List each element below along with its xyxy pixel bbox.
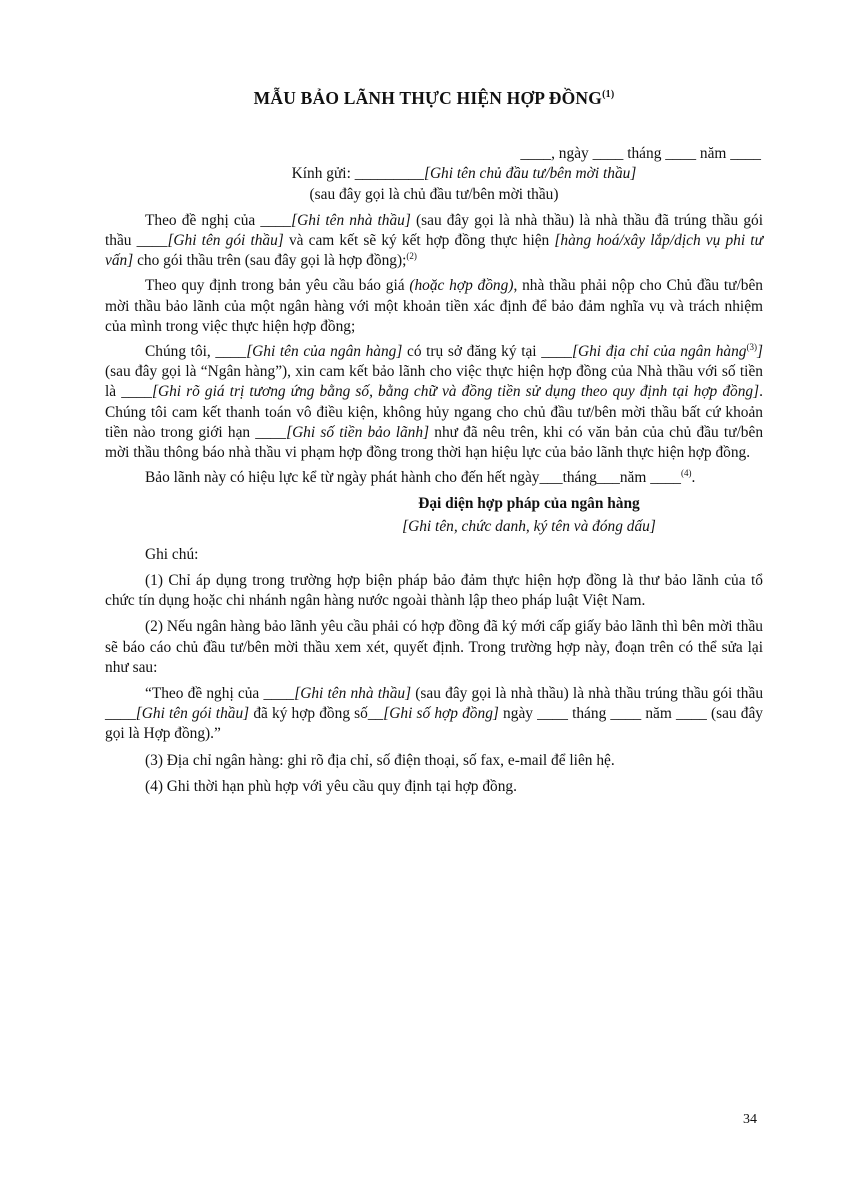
title-footnote-ref: (1)	[602, 89, 615, 101]
addressee-line	[105, 164, 763, 184]
quote-placeholder-contract-no: [Ghi số hợp đồng]	[383, 705, 499, 723]
note-4: (4) Ghi thời hạn phù hợp với yêu cầu quy định tại hợp đồng.	[145, 777, 517, 795]
p2-text: Theo quy định trong bản yêu cầu báo giá	[145, 277, 410, 295]
paragraph-4	[105, 468, 763, 488]
note-3: (3) Địa chỉ ngân hàng: ghi rõ địa chỉ, số điện thoại, số fax, e-mail để liên hệ.	[145, 751, 615, 769]
quote-text: (sau đây gọi là nhà thầu) là nhà thầu trúng thầu gói thầu ____	[105, 685, 764, 723]
p1-text: cho gói thầu trên (sau đây gọi là hợp đồng);	[133, 252, 407, 270]
paragraph-1	[105, 211, 763, 272]
paragraph-2	[105, 276, 763, 337]
p1-text: (sau đây gọi là nhà thầu) là nhà thầu đã trúng thầu gói thầu ____	[105, 211, 764, 250]
quote-placeholder-package: [Ghi tên gói thầu]	[135, 705, 250, 723]
p4-footnote-ref: (4)	[680, 468, 692, 479]
quote-text: ngày ____ tháng ____ năm ____ (sau đây gọi là Hợp đồng).”	[105, 705, 763, 743]
p2-italic: (hoặc hợp đồng)	[409, 277, 514, 295]
quote-text: đã ký hợp đồng số__	[249, 705, 384, 723]
p1-footnote-ref: (2)	[406, 251, 417, 262]
addressee-placeholder: [Ghi tên chủ đầu tư/bên mời thầu]	[423, 165, 637, 183]
p3-placeholder-address: [Ghi địa chỉ của ngân hàng	[572, 343, 747, 361]
dateline: ____, ngày ____ tháng ____ năm ____	[520, 145, 761, 163]
p1-placeholder-contractor: [Ghi tên nhà thầu]	[291, 211, 411, 229]
notes-heading: Ghi chú:	[145, 545, 199, 563]
p3-text: có trụ sở đăng ký tại ____	[402, 343, 572, 361]
signature-title: Đại diện hợp pháp của ngân hàng	[418, 495, 640, 513]
p3-placeholder-guarantee: [Ghi số tiền bảo lãnh]	[286, 423, 430, 441]
p1-placeholder-type: [hàng hoá/xây lắp/dịch vụ phi tư vấn]	[105, 232, 763, 270]
p2-text: , nhà thầu phải nộp cho Chủ đầu tư/bên mời thầu bảo lãnh của một ngân hàng với một khoản tiền xác định để bảo đảm nghĩa vụ và trách nhiệm của mình trong việc thực hiện hợp đồng;	[105, 277, 764, 335]
p3-text: như đã nêu trên, khi có văn bản của chủ đầu tư/bên mời thầu thông báo nhà thầu vi phạm hợp đồng trong thời hạn hiệu lực của bảo lãnh thực hiện hợp đồng.	[105, 423, 764, 462]
quote-text: “Theo đề nghị của ____	[145, 685, 295, 703]
quote-placeholder-contractor: [Ghi tên nhà thầu]	[294, 685, 412, 703]
note-2-quote	[105, 684, 763, 745]
p3-placeholder-bank: [Ghi tên của ngân hàng]	[246, 343, 403, 361]
document-content	[105, 88, 763, 803]
p3-text: (sau đây gọi là “Ngân hàng”), xin cam kết bảo lãnh cho việc thực hiện hợp đồng của Nhà thầu với số tiền là ____	[105, 363, 763, 401]
p4-text: .	[691, 469, 696, 487]
page-number: 34	[743, 1112, 757, 1127]
document-title	[105, 88, 763, 108]
note-1: (1) Chỉ áp dụng trong trường hợp biện pháp bảo đảm thực hiện hợp đồng là thư bảo lãnh của tổ chức tín dụng hoặc chi nhánh ngân hàng nước ngoài thành lập theo pháp luật Việt Nam.	[105, 572, 763, 610]
p3-text: . Chúng tôi cam kết thanh toán vô điều kiện, không hủy ngang cho chủ đầu tư/bên mời thầu bất cứ khoản tiền nào trong giới hạn ____	[105, 383, 763, 441]
p3-placeholder-amount: [Ghi rõ giá trị tương ứng bằng số, bằng chữ và đồng tiền sử dụng theo quy định tại hợp đồng]	[151, 383, 760, 401]
note-2: (2) Nếu ngân hàng bảo lãnh yêu cầu phải có hợp đồng đã ký mới cấp giấy bảo lãnh thì bên mời thầu sẽ báo cáo chủ đầu tư/bên mời thầu xem xét, quyết định. Trong trường hợp này, đoạn trên có thể sửa lại như sau:	[105, 618, 763, 676]
addressee-note: (sau đây gọi là chủ đầu tư/bên mời thầu)	[309, 185, 559, 203]
p3-bracket: ]	[756, 343, 763, 361]
addressee-prefix: Kính gửi: _________	[291, 165, 424, 183]
p1-text: và cam kết sẽ ký kết hợp đồng thực hiện	[283, 232, 555, 250]
p3-footnote-ref: (3)	[746, 341, 757, 352]
title-text: MẪU BẢO LÃNH THỰC HIỆN HỢP ĐỒNG	[253, 88, 603, 108]
p1-placeholder-package: [Ghi tên gói thầu]	[167, 232, 284, 250]
signature-instruction: [Ghi tên, chức danh, ký tên và đóng dấu]	[402, 517, 656, 535]
paragraph-3	[105, 342, 763, 463]
p4-text: Bảo lãnh này có hiệu lực kể từ ngày phát hành cho đến hết ngày___tháng___năm ____	[145, 469, 681, 487]
p1-text: Theo đề nghị của ____	[145, 211, 292, 229]
p3-text: Chúng tôi, ____	[145, 343, 247, 361]
